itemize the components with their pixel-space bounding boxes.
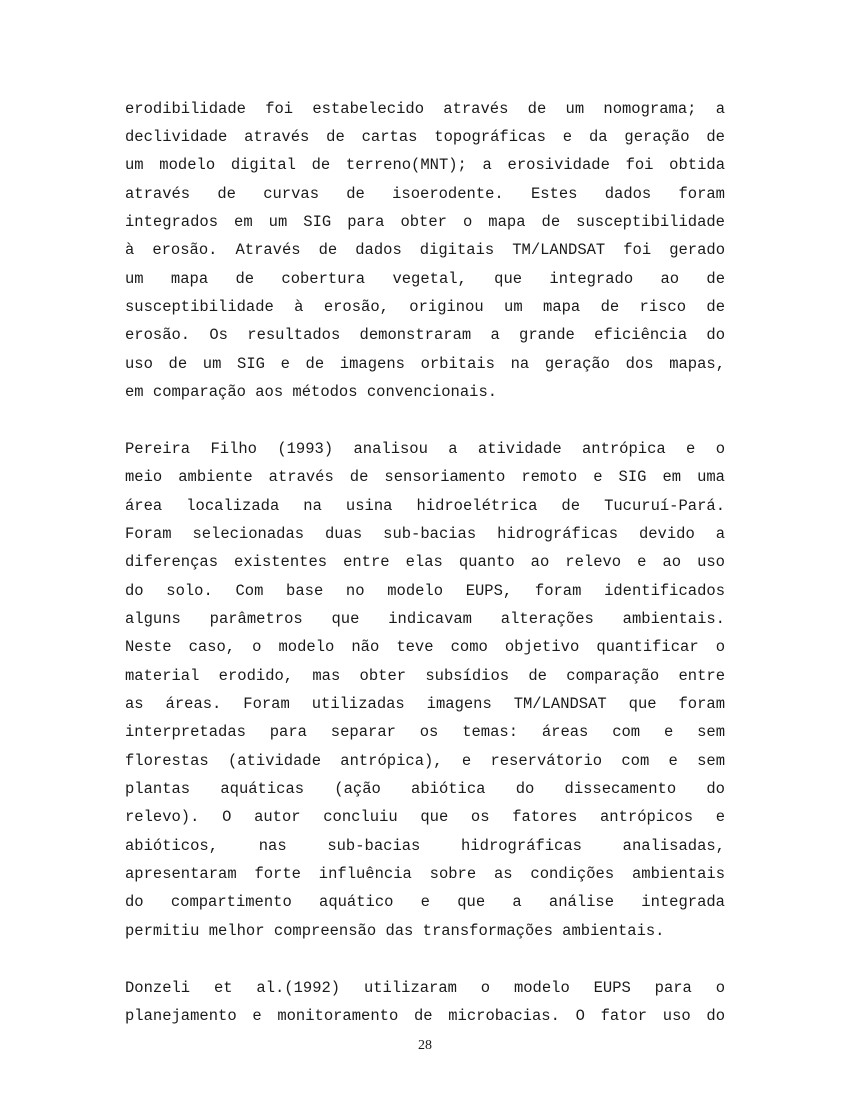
text-line: interpretadas para separar os temas: áreas com e sem bbox=[125, 723, 725, 741]
text-line: erosão. Os resultados demonstraram a grande eficiência do bbox=[125, 326, 725, 344]
text-line: permitiu melhor compreensão das transformações ambientais. bbox=[125, 922, 665, 940]
text-line: susceptibilidade à erosão, originou um mapa de risco de bbox=[125, 298, 725, 316]
text-line: Foram selecionadas duas sub-bacias hidrográficas devido a bbox=[125, 525, 725, 543]
text-line: do compartimento aquático e que a análise integrada bbox=[125, 893, 725, 911]
text-line: diferenças existentes entre elas quanto ao relevo e ao uso bbox=[125, 553, 725, 571]
text-line: Neste caso, o modelo não teve como objetivo quantificar o bbox=[125, 638, 725, 656]
text-line: material erodido, mas obter subsídios de comparação entre bbox=[125, 667, 725, 685]
text-line: Pereira Filho (1993) analisou a atividade antrópica e o bbox=[125, 440, 725, 458]
text-line: um modelo digital de terreno(MNT); a erosividade foi obtida bbox=[125, 156, 725, 174]
text-line: florestas (atividade antrópica), e reservátorio com e sem bbox=[125, 752, 725, 770]
text-line: área localizada na usina hidroelétrica de Tucuruí-Pará. bbox=[125, 497, 725, 515]
text-line: declividade através de cartas topográficas e da geração de bbox=[125, 128, 725, 146]
text-line: integrados em um SIG para obter o mapa de susceptibilidade bbox=[125, 213, 725, 231]
text-line: erodibilidade foi estabelecido através de um nomograma; a bbox=[125, 100, 725, 118]
text-line: uso de um SIG e de imagens orbitais na geração dos mapas, bbox=[125, 355, 725, 373]
page-number: 28 bbox=[418, 1038, 432, 1053]
text-line: plantas aquáticas (ação abiótica do dissecamento do bbox=[125, 780, 725, 798]
text-line: um mapa de cobertura vegetal, que integrado ao de bbox=[125, 270, 725, 288]
text-line: planejamento e monitoramento de microbacias. O fator uso do bbox=[125, 1007, 725, 1025]
text-line: as áreas. Foram utilizadas imagens TM/LANDSAT que foram bbox=[125, 695, 725, 713]
text-line: através de curvas de isoerodente. Estes dados foram bbox=[125, 185, 725, 203]
text-line: à erosão. Através de dados digitais TM/LANDSAT foi gerado bbox=[125, 241, 725, 259]
text-line: abióticos, nas sub-bacias hidrográficas analisadas, bbox=[125, 837, 725, 855]
text-line: Donzeli et al.(1992) utilizaram o modelo EUPS para o bbox=[125, 979, 725, 997]
text-line: do solo. Com base no modelo EUPS, foram identificados bbox=[125, 582, 725, 600]
text-line: em comparação aos métodos convencionais. bbox=[125, 383, 498, 401]
text-line: relevo). O autor concluiu que os fatores antrópicos e bbox=[125, 808, 725, 826]
text-line: meio ambiente através de sensoriamento remoto e SIG em uma bbox=[125, 468, 725, 486]
text-line: apresentaram forte influência sobre as condições ambientais bbox=[125, 865, 725, 883]
text-line: alguns parâmetros que indicavam alterações ambientais. bbox=[125, 610, 725, 628]
